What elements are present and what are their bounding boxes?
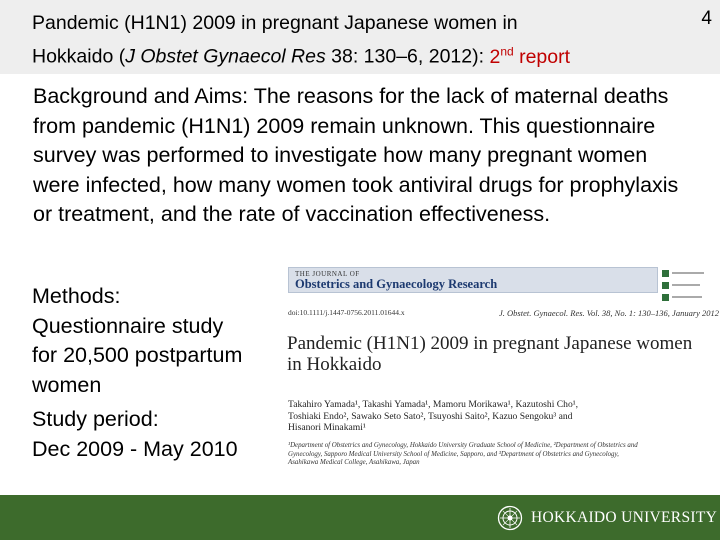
journal-header-title: Obstetrics and Gynaecology Research — [295, 277, 498, 291]
methods-line-1: Methods: — [32, 284, 121, 308]
title-journal: J Obstet Gynaecol Res — [125, 45, 326, 68]
study-line-1: Study period: — [32, 407, 159, 431]
article-affiliations — [288, 442, 708, 468]
methods-line-4: women — [32, 372, 102, 397]
university-name: HOKKAIDO UNIVERSITY — [531, 509, 718, 526]
title-report — [489, 46, 570, 68]
authors-line-2: Toshiaki Endo², Sawako Seto Sato², Tsuyoshi Saito², Kazuo Sengoku³ and — [288, 410, 573, 422]
methods-block — [32, 282, 242, 400]
article-title-line-1: Pandemic (H1N1) 2009 in pregnant Japanese women — [287, 333, 693, 354]
journal-header-small: THE JOURNAL OF — [295, 270, 360, 278]
slide-title — [32, 9, 692, 71]
study-line-2: Dec 2009 - May 2010 — [32, 436, 238, 461]
article-title — [287, 333, 692, 375]
authors-line-3: Hisanori Minakami¹ — [288, 422, 366, 433]
title-prefix: Hokkaido ( — [32, 45, 126, 68]
journal-doi: doi:10.1111/j.1447-0756.2011.01644.x — [288, 308, 405, 317]
study-period-block — [32, 405, 238, 464]
methods-line-2: Questionnaire study — [32, 313, 224, 338]
affiliations-line-1: ¹Department of Obstetrics and Gynecology, Hokkaido University Graduate School of Medicine, ²Department of Obstetrics and — [288, 442, 638, 449]
title-red-number: 2 — [489, 45, 501, 68]
affiliations-line-3: Asahikawa Medical College, Asahikawa, Japan — [288, 459, 420, 466]
article-authors — [288, 399, 708, 434]
affiliations-line-2: Gynecology, Sapporo Medical University School of Medicine, Sapporo, and ³Department of Obstetrics and Gynecology, — [288, 450, 619, 458]
background-aims-text: Background and Aims: The reasons for the lack of maternal deaths from pandemic (H1N1) 2009 remain unknown. This questionnaire survey was performed to investigate how many pregnant women were infected, how many women took antiviral drugs for prophylaxis or treatment, and the rate of vaccination effectiveness. — [33, 84, 679, 226]
publisher-logo-icon — [660, 267, 708, 307]
title-mid: 38: 130–6, 2012): — [325, 45, 490, 68]
journal-citation: J. Obstet. Gynaecol. Res. Vol. 38, No. 1: 130–136, January 2012 — [499, 308, 720, 318]
journal-article-image — [284, 263, 720, 465]
page-number: 4 — [701, 8, 712, 29]
university-crest-icon — [497, 505, 523, 531]
authors-line-1: Takahiro Yamada¹, Takashi Yamada¹, Mamoru Morikawa¹, Kazutoshi Cho¹, — [288, 399, 579, 410]
title-red-sup: nd — [500, 44, 514, 58]
title-red-suffix: report — [513, 45, 571, 68]
journal-header — [288, 267, 658, 293]
article-title-line-2: in Hokkaido — [287, 354, 382, 375]
methods-line-3: for 20,500 postpartum — [32, 343, 243, 367]
title-line-2 — [32, 37, 692, 71]
title-line-1: Pandemic (H1N1) 2009 in pregnant Japanese women in — [32, 12, 518, 34]
